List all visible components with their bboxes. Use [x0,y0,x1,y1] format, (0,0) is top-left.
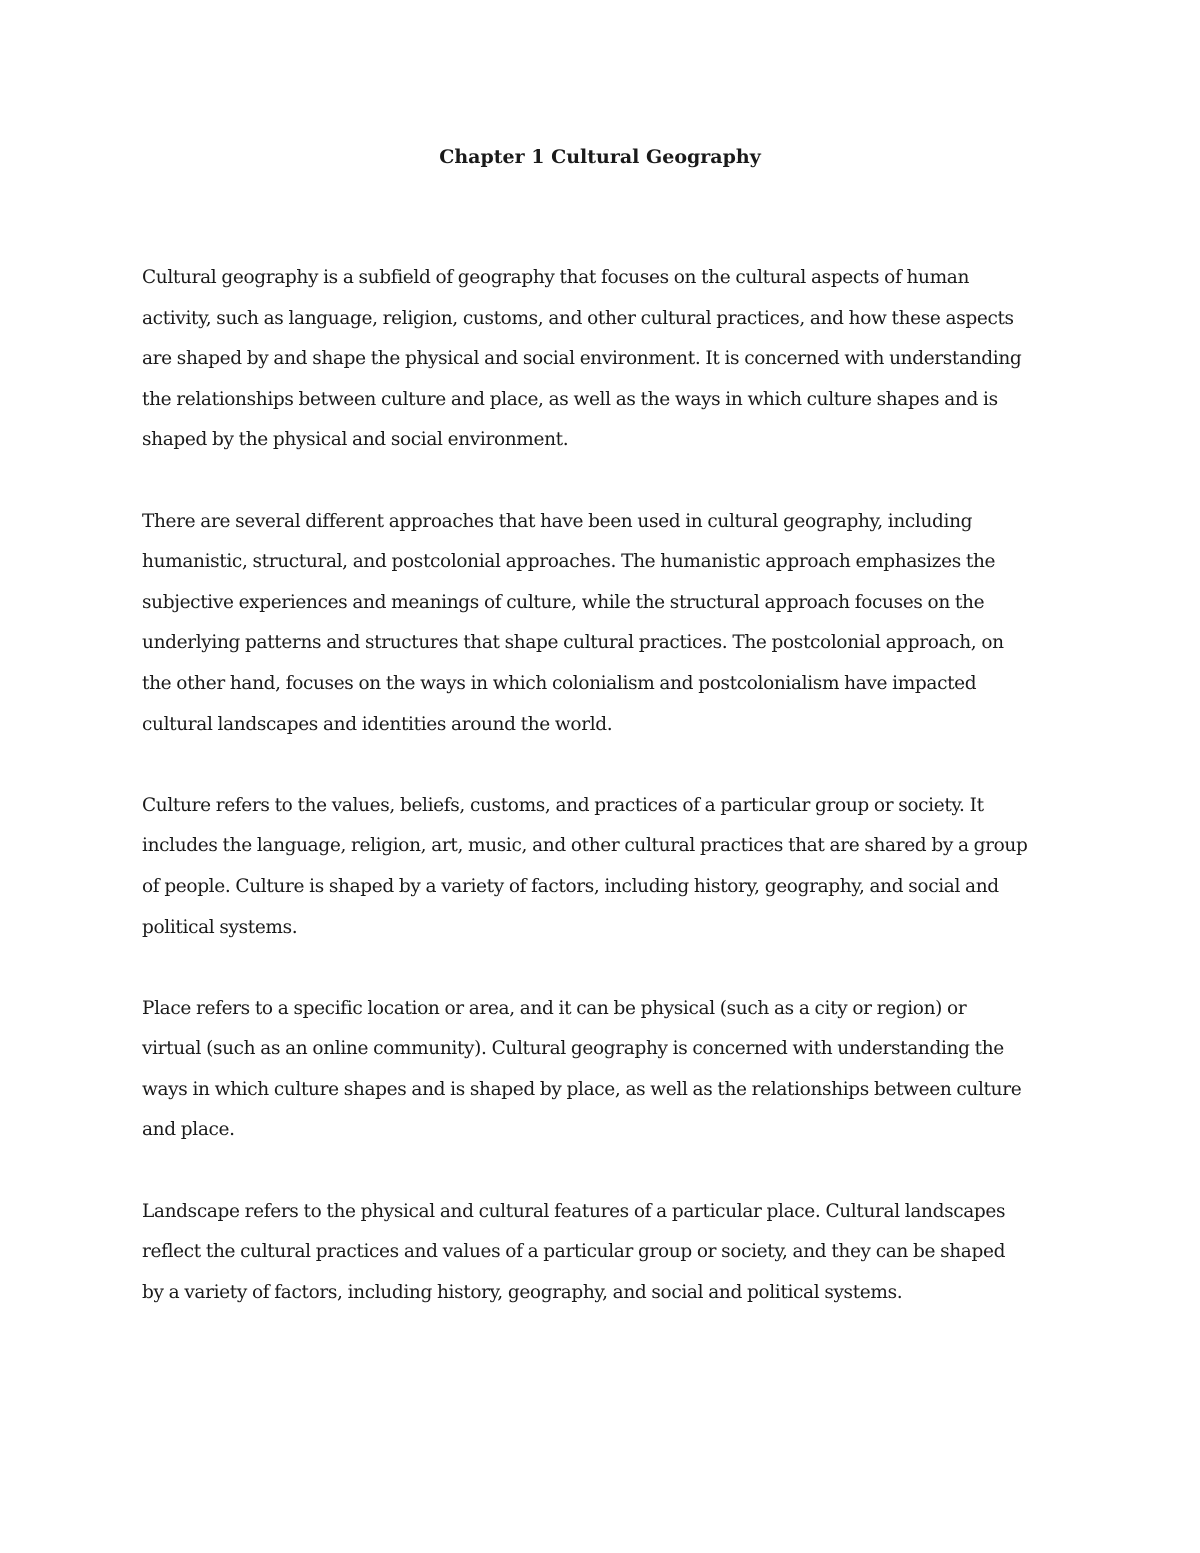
text-line: reflect the cultural practices and values of a particular group or society, and they can be shaped [142,1241,1006,1263]
text-line: includes the language, religion, art, music, and other cultural practices that are shared by a group [142,835,1028,857]
text-line: the relationships between culture and place, as well as the ways in which culture shapes and is [142,388,998,410]
text-line: cultural landscapes and identities around the world. [142,713,613,735]
text-line: are shaped by and shape the physical and social environment. It is concerned with understanding [142,348,1022,370]
text-line: ways in which culture shapes and is shaped by place, as well as the relationships between culture [142,1078,1022,1100]
text-line: Cultural geography is a subfield of geography that focuses on the cultural aspects of human [142,267,970,288]
text-line: There are several different approaches that have been used in cultural geography, including [142,510,973,532]
chapter-title: Chapter 1 Cultural Geography [439,146,761,168]
document-body [142,258,1062,1354]
text-line: Place refers to a specific location or area, and it can be physical (such as a city or region) or [142,997,967,1019]
text-line: Landscape refers to the physical and cultural features of a particular place. Cultural landscapes [142,1200,1006,1222]
text-line: subjective experiences and meanings of culture, while the structural approach focuses on the [142,591,985,613]
text-line: by a variety of factors, including history, geography, and social and political systems. [142,1281,903,1303]
text-line: virtual (such as an online community). Cultural geography is concerned with understanding the [142,1038,1004,1060]
paragraph-landscape [142,1192,1062,1314]
text-line: political systems. [142,916,298,938]
text-line: of people. Culture is shaped by a variety of factors, including history, geography, and social and [142,875,999,897]
text-line: activity, such as language, religion, customs, and other cultural practices, and how these aspects [142,307,1014,329]
text-line: the other hand, focuses on the ways in which colonialism and postcolonialism have impacted [142,672,977,694]
text-line: and place. [142,1119,235,1141]
text-line: shaped by the physical and social environment. [142,429,569,451]
paragraph-culture [142,786,1062,948]
paragraph-place [142,989,1062,1151]
text-line: humanistic, structural, and postcolonial approaches. The humanistic approach emphasizes the [142,551,996,573]
text-line: Culture refers to the values, beliefs, customs, and practices of a particular group or society. It [142,794,984,816]
paragraph-cultural-geography [142,258,1062,461]
text-line: underlying patterns and structures that shape cultural practices. The postcolonial approach, on [142,632,1004,654]
paragraph-approaches [142,502,1062,746]
